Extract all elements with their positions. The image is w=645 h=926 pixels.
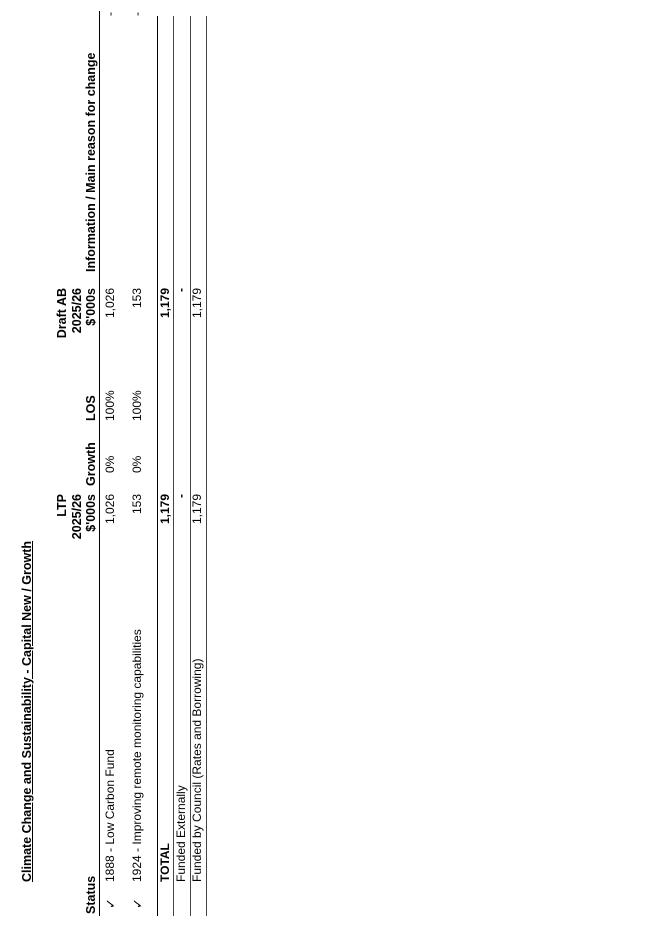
growth-value: 0%: [103, 455, 117, 473]
los-value: 100%: [103, 390, 117, 421]
total-draft: 1,179: [158, 288, 172, 319]
header-rule: [99, 11, 100, 916]
info-value: -: [103, 12, 117, 16]
funded-by-council-draft: 1,179: [190, 288, 204, 319]
check-icon: ✓: [130, 898, 145, 909]
totals-rule-top: [157, 16, 158, 916]
funded-by-council-ltp: 1,179: [190, 494, 204, 525]
total-rule: [173, 16, 174, 916]
info-value: -: [130, 12, 144, 16]
funded-externally-draft: -: [174, 288, 188, 292]
ltp-value: 1,026: [103, 494, 117, 525]
ltp-header-line-2: 2025/26: [69, 494, 84, 540]
status-header: Status: [84, 875, 98, 914]
growth-value: 0%: [130, 455, 144, 473]
total-label: TOTAL: [158, 843, 172, 882]
total-ltp: 1,179: [158, 494, 172, 525]
draft-value: 153: [130, 288, 144, 309]
ltp-header: [55, 494, 99, 556]
ltp-value: 153: [130, 494, 144, 515]
los-header: LOS: [84, 395, 98, 421]
project-name: 1888 - Low Carbon Fund: [103, 749, 117, 882]
ltp-header-line-1: LTP: [55, 494, 69, 517]
draft-value: 1,026: [103, 288, 117, 319]
ltp-header-line-3: $'000s: [84, 494, 98, 532]
funded-externally-ltp: -: [174, 494, 188, 498]
los-value: 100%: [130, 390, 144, 421]
funded-externally-label: Funded Externally: [174, 785, 188, 882]
funded-by-council-label: Funded by Council (Rates and Borrowing): [190, 658, 204, 882]
draft-header-line-3: $'000s: [84, 288, 98, 326]
check-icon: ✓: [103, 898, 118, 909]
draft-header-line-2: 2025/26: [69, 288, 84, 334]
page-title: Climate Change and Sustainability - Capital New / Growth: [20, 540, 34, 882]
growth-header: Growth: [84, 442, 98, 486]
draft-header: [55, 288, 99, 350]
info-header: Information / Main reason for change: [84, 52, 98, 272]
draft-header-line-1: Draft AB: [55, 288, 69, 339]
project-name: 1924 - Improving remote monitoring capabilities: [130, 629, 144, 882]
funded-by-council-rule: [206, 16, 207, 916]
